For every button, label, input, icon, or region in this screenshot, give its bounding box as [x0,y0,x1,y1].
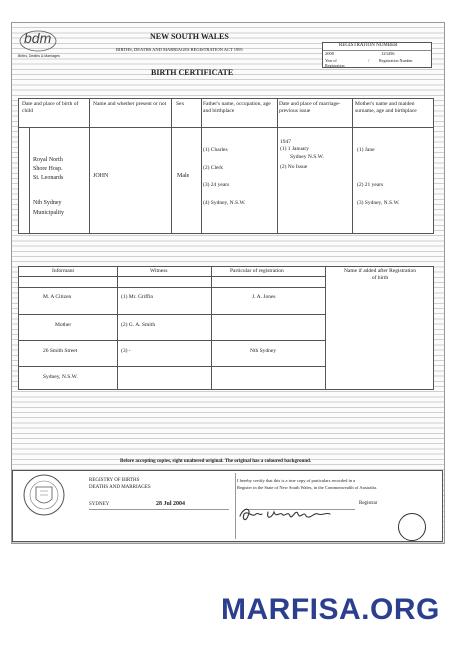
certify-line2: Register in the State of New South Wales, in the Commonwealth of Australia. [237,485,378,490]
informant-address: 26 Smith Street [43,348,78,354]
original-notice: Before accepting copies, sight unaltered original. The original has a coloured background. [120,459,312,464]
birth-place-line4: Nth Sydney [33,200,62,206]
marriage-year: 1947 [280,139,291,145]
certification-box [12,470,443,542]
year-of-registration-label: Year of Registration [325,58,345,68]
informant-city: Sydney, N.S.W. [43,374,78,380]
marriage-date: (1) 1 January [280,146,310,152]
witness-3: (3) - [121,348,131,354]
stamp-circle [398,513,426,541]
informant-relation: Mother [55,322,72,328]
registrar-signature [236,500,336,528]
header-name: Name and whether present or not [93,101,167,107]
registration-slash: / [368,58,370,63]
issue-city: SYDNEY [89,502,110,507]
registration-value: 123456 [381,51,395,56]
header-particular: Particular of registration [230,268,284,274]
witness-1: (1) Mr. Griffin [121,294,154,300]
registry-line2: DEATHS AND MARRIAGES [89,485,151,490]
registry-line1: REGISTRY OF BIRTHS [89,478,140,483]
child-name: JOHN [93,173,109,179]
header-informant: Informant [52,268,74,274]
issue-date: 28 Jul 2004 [156,501,186,507]
header-date-place: Date and place of birth of child [22,101,79,114]
state-title: NEW SOUTH WALES [150,32,229,41]
father-name: (1) Charles [203,147,228,153]
marriage-place: Sydney N.S.W. [290,154,324,160]
registration-number-box [322,42,432,68]
logo-subtext: Births, Deaths & Marriages [18,54,60,58]
header-mother: Mother's name and maiden surname, age and birthplace [355,101,417,114]
mother-birthplace: (3) Sydney, N.S.W. [357,200,400,206]
certificate-title: BIRTH CERTIFICATE [151,68,234,77]
registration-place: Nth Sydney [250,348,277,354]
registration-number-field-label: Registration Number [379,58,413,63]
previous-issue: (2) No Issue [280,164,308,170]
act-name: BIRTHS, DEATHS AND MARRIAGES REGISTRATION ACT 1995 [116,47,243,52]
header-father: Father's name, occupation, age and birthplace [203,101,271,114]
birth-place-line5: Municipality [33,210,64,216]
father-occupation: (2) Clerk [203,165,224,171]
birth-details-table [18,98,434,234]
header-sex: Sex [176,101,185,107]
header-name-added: Name if added after Registration of birth [343,268,417,281]
registration-year: 2000 [325,51,334,56]
registration-table [18,266,434,390]
father-age: (3) 24 years [203,182,230,188]
child-sex: Male [177,173,190,179]
registrar-label: Registrar [359,501,378,506]
birth-place-line3: St. Leonards [33,175,64,181]
father-birthplace: (4) Sydney, N.S.W. [203,200,246,206]
registry-seal [14,473,74,517]
mother-name: (1) Jane [357,147,375,153]
registration-number-label: REGISTRATION NUMBER [339,43,398,48]
mother-age: (2) 21 years [357,182,384,188]
birth-place-line1: Royal North [33,157,63,163]
informant-name: M. A Citizen [43,294,72,300]
marfisa-watermark: MARFISA.ORG [221,593,440,626]
birth-place-line2: Shore Hosp. [33,166,63,172]
witness-2: (2) G. A. Smith [121,322,156,328]
header-marriage: Date and place of marriage- previous issue [279,101,341,114]
bdm-logo [16,28,64,64]
certify-line1: I hereby certify that this is a true copy of particulars recorded in a [237,478,356,483]
registrar-name: J. A. Jones [252,294,276,300]
logo-text: bdm [24,30,52,46]
header-witness: Witness [150,268,168,274]
